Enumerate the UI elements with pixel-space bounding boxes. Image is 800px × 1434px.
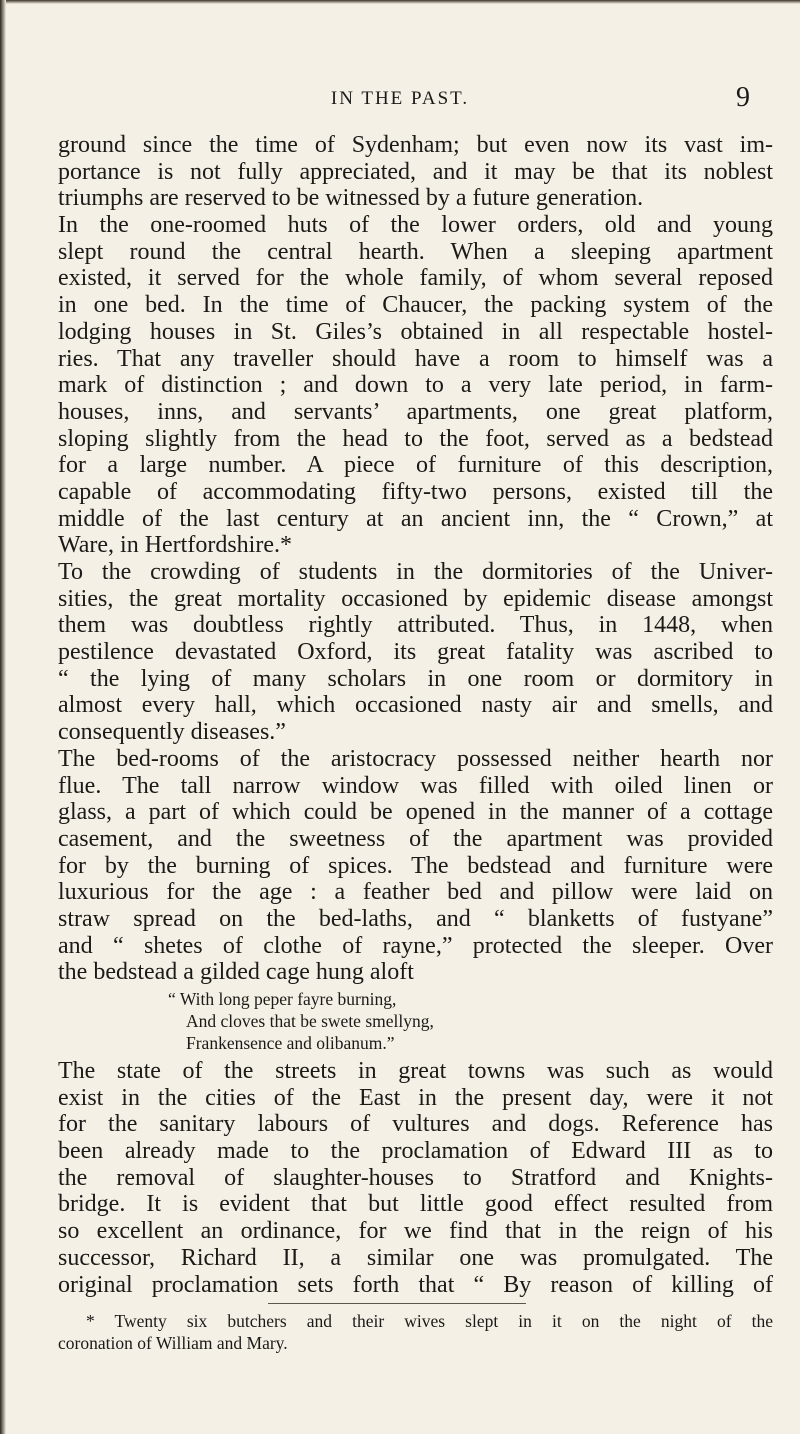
- body-line: In the one-roomed huts of the lower orders, old and young: [58, 212, 773, 239]
- body-line: them was doubtless rightly attributed. Thus, in 1448, when: [58, 612, 773, 639]
- body-line: The state of the streets in great towns was such as would: [58, 1058, 773, 1084]
- body-line: sities, the great mortality occasioned by epidemic disease amongst: [58, 585, 773, 612]
- quote-line: Frankensence and olibanum.”: [186, 1033, 395, 1053]
- body-line: ries. That any traveller should have a room to himself was a: [58, 345, 773, 372]
- body-line: consequently diseases.”: [58, 719, 286, 746]
- body-line: sloping slightly from the head to the foot, served as a bedstead: [58, 425, 773, 452]
- body-line: exist in the cities of the East in the present day, were it not: [58, 1084, 773, 1111]
- footnote-line: coronation of William and Mary.: [58, 1333, 288, 1353]
- body-line: original proclamation sets forth that “ By reason of killing of: [58, 1271, 773, 1298]
- page-number: 9: [736, 82, 750, 113]
- body-line: luxurious for the age : a feather bed and pillow were laid on: [58, 879, 773, 906]
- quote-line: And cloves that be swete smellyng,: [186, 1011, 434, 1031]
- body-line: portance is not fully appreciated, and it may be that its noblest: [58, 158, 773, 185]
- body-line: for by the burning of spices. The bedstead and furniture were: [58, 852, 773, 879]
- footnote-line: * Twenty six butchers and their wives slept in it on the night of the: [86, 1311, 773, 1331]
- body-line: pestilence devastated Oxford, its great fatality was ascribed to: [58, 639, 773, 666]
- body-line: in one bed. In the time of Chaucer, the packing system of the: [58, 292, 773, 319]
- footnote-divider: [268, 1303, 526, 1304]
- body-line: The bed-rooms of the aristocracy possessed neither hearth nor: [58, 745, 773, 772]
- body-line: slept round the central hearth. When a sleeping apartment: [58, 238, 773, 265]
- body-line: mark of distinction ; and down to a very late period, in farm-: [58, 372, 773, 399]
- body-line: ground since the time of Sydenham; but even now its vast im-: [58, 132, 773, 158]
- body-line: the removal of slaughter-houses to Stratford and Knights-: [58, 1164, 773, 1191]
- body-line: bridge. It is evident that but little good effect resulted from: [58, 1191, 773, 1218]
- verse-quote: [168, 988, 773, 1054]
- page-header: [0, 82, 800, 116]
- body-line: lodging houses in St. Giles’s obtained in all respectable hostel-: [58, 318, 773, 345]
- body-line: casement, and the sweetness of the apartment was provided: [58, 825, 773, 852]
- body-line: houses, inns, and servants’ apartments, one great platform,: [58, 398, 773, 425]
- body-line: “ the lying of many scholars in one room or dormitory in: [58, 665, 773, 692]
- running-head: IN THE PAST.: [330, 88, 470, 109]
- body-line: successor, Richard II, a similar one was promulgated. The: [58, 1244, 773, 1271]
- body-line: and “ shetes of clothe of rayne,” protected the sleeper. Over: [58, 932, 773, 959]
- body-line: the bedstead a gilded cage hung aloft: [58, 959, 414, 986]
- body-line: Ware, in Hertfordshire.*: [58, 532, 292, 559]
- body-line: flue. The tall narrow window was filled with oiled linen or: [58, 772, 773, 799]
- page-edge-top: [0, 0, 800, 4]
- body-text: [58, 132, 773, 1298]
- body-line: To the crowding of students in the dormitories of the Univer-: [58, 559, 773, 585]
- footnote: [58, 1310, 773, 1354]
- body-line: triumphs are reserved to be witnessed by a future generation.: [58, 185, 644, 212]
- body-line: straw spread on the bed-laths, and “ blanketts of fustyane”: [58, 905, 773, 932]
- body-line: so excellent an ordinance, for we find that in the reign of his: [58, 1218, 773, 1245]
- body-line: middle of the last century at an ancient inn, the “ Crown,” at: [58, 505, 773, 532]
- body-line: capable of accommodating fifty-two persons, existed till the: [58, 478, 773, 505]
- page-edge-left: [0, 0, 6, 1434]
- body-line: been already made to the proclamation of Edward III as to: [58, 1138, 773, 1165]
- body-line: for the sanitary labours of vultures and dogs. Reference has: [58, 1111, 773, 1138]
- quote-line: “ With long peper fayre burning,: [168, 989, 397, 1009]
- body-line: for a large number. A piece of furniture of this description,: [58, 452, 773, 479]
- body-line: existed, it served for the whole family, of whom several reposed: [58, 265, 773, 292]
- body-line: glass, a part of which could be opened in the manner of a cottage: [58, 799, 773, 826]
- body-line: almost every hall, which occasioned nasty air and smells, and: [58, 692, 773, 719]
